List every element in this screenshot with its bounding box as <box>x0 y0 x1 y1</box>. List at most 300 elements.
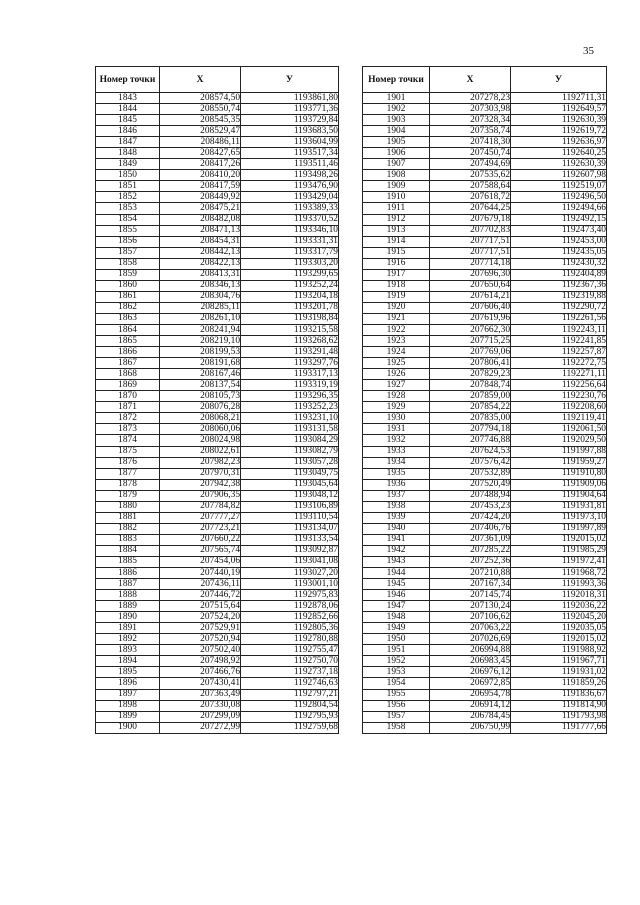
table-row <box>96 391 339 402</box>
y-cell: 1191997,88 <box>511 446 607 457</box>
table-row <box>96 501 339 512</box>
table-row <box>96 512 339 523</box>
point-number-cell: 1887 <box>96 579 160 590</box>
y-cell: 1193268,62 <box>241 336 339 347</box>
x-cell: 208219,10 <box>160 336 241 347</box>
x-cell: 207454,06 <box>160 556 241 567</box>
point-number-cell: 1896 <box>96 678 160 689</box>
y-cell: 1192519,07 <box>511 181 607 192</box>
table-body-left <box>96 93 339 734</box>
x-cell: 207982,23 <box>160 457 241 468</box>
point-number-cell: 1937 <box>363 490 430 501</box>
table-row <box>363 556 607 567</box>
x-cell: 207614,21 <box>430 291 511 302</box>
point-number-cell: 1939 <box>363 512 430 523</box>
y-cell: 1192473,40 <box>511 225 607 236</box>
x-cell: 207450,74 <box>430 148 511 159</box>
x-cell: 208191,68 <box>160 358 241 369</box>
y-cell: 1193370,52 <box>241 214 339 225</box>
table-row <box>96 623 339 634</box>
x-cell: 207723,21 <box>160 523 241 534</box>
x-cell: 208068,21 <box>160 413 241 424</box>
point-number-cell: 1848 <box>96 148 160 159</box>
point-number-cell: 1883 <box>96 534 160 545</box>
table-row <box>363 634 607 645</box>
table-row <box>96 192 339 203</box>
x-cell: 207252,36 <box>430 556 511 567</box>
y-cell: 1192755,47 <box>241 645 339 656</box>
table-row <box>96 369 339 380</box>
y-cell: 1191836,67 <box>511 689 607 700</box>
table-row <box>363 258 607 269</box>
point-number-cell: 1908 <box>363 170 430 181</box>
y-cell: 1192780,88 <box>241 634 339 645</box>
y-cell: 1192208,60 <box>511 402 607 413</box>
point-number-cell: 1910 <box>363 192 430 203</box>
y-cell: 1192759,68 <box>241 722 339 733</box>
x-cell: 207299,09 <box>160 711 241 722</box>
point-number-cell: 1846 <box>96 126 160 137</box>
x-cell: 207285,22 <box>430 545 511 556</box>
point-number-cell: 1904 <box>363 126 430 137</box>
header-point-number: Номер точки <box>363 67 430 93</box>
point-number-cell: 1875 <box>96 446 160 457</box>
table-row <box>96 402 339 413</box>
table-row <box>96 678 339 689</box>
x-cell: 207702,83 <box>430 225 511 236</box>
x-cell: 207210,88 <box>430 568 511 579</box>
y-cell: 1192852,66 <box>241 612 339 623</box>
point-number-cell: 1890 <box>96 612 160 623</box>
y-cell: 1191985,29 <box>511 545 607 556</box>
y-cell: 1192649,57 <box>511 104 607 115</box>
table-header-row <box>363 67 607 93</box>
table-row <box>363 170 607 181</box>
table-row <box>363 358 607 369</box>
y-cell: 1192435,05 <box>511 247 607 258</box>
y-cell: 1193110,54 <box>241 512 339 523</box>
y-cell: 1192119,41 <box>511 413 607 424</box>
table-row <box>96 612 339 623</box>
x-cell: 208529,47 <box>160 126 241 137</box>
point-number-cell: 1873 <box>96 424 160 435</box>
x-cell: 207942,38 <box>160 479 241 490</box>
table-row <box>363 590 607 601</box>
x-cell: 207466,76 <box>160 667 241 678</box>
point-number-cell: 1920 <box>363 302 430 313</box>
x-cell: 207520,94 <box>160 634 241 645</box>
coordinates-table-left <box>95 66 339 734</box>
y-cell: 1191859,26 <box>511 678 607 689</box>
point-number-cell: 1847 <box>96 137 160 148</box>
table-row <box>363 545 607 556</box>
table-row <box>363 501 607 512</box>
y-cell: 1191904,64 <box>511 490 607 501</box>
table-row <box>363 490 607 501</box>
y-cell: 1193041,08 <box>241 556 339 567</box>
table-row <box>96 225 339 236</box>
x-cell: 207806,41 <box>430 358 511 369</box>
y-cell: 1193299,65 <box>241 269 339 280</box>
y-cell: 1193201,78 <box>241 302 339 313</box>
y-cell: 1192878,06 <box>241 601 339 612</box>
y-cell: 1192711,31 <box>511 93 607 104</box>
point-number-cell: 1947 <box>363 601 430 612</box>
y-cell: 1193498,26 <box>241 170 339 181</box>
table-row <box>96 358 339 369</box>
x-cell: 208550,74 <box>160 104 241 115</box>
table-row <box>96 280 339 291</box>
y-cell: 1192430,32 <box>511 258 607 269</box>
point-number-cell: 1958 <box>363 722 430 733</box>
x-cell: 207418,30 <box>430 137 511 148</box>
point-number-cell: 1885 <box>96 556 160 567</box>
x-cell: 207406,76 <box>430 523 511 534</box>
table-row <box>96 258 339 269</box>
table-row <box>96 711 339 722</box>
table-row <box>363 391 607 402</box>
x-cell: 207970,31 <box>160 468 241 479</box>
point-number-cell: 1895 <box>96 667 160 678</box>
point-number-cell: 1914 <box>363 236 430 247</box>
x-cell: 208022,61 <box>160 446 241 457</box>
y-cell: 1191967,71 <box>511 656 607 667</box>
y-cell: 1192241,85 <box>511 336 607 347</box>
y-cell: 1192243,11 <box>511 324 607 335</box>
x-cell: 207063,22 <box>430 623 511 634</box>
y-cell: 1192619,72 <box>511 126 607 137</box>
table-row <box>96 347 339 358</box>
y-cell: 1193296,35 <box>241 391 339 402</box>
point-number-cell: 1881 <box>96 512 160 523</box>
table-row <box>363 302 607 313</box>
table-row <box>363 645 607 656</box>
x-cell: 208304,76 <box>160 291 241 302</box>
y-cell: 1193048,12 <box>241 490 339 501</box>
x-cell: 206972,85 <box>430 678 511 689</box>
x-cell: 208427,65 <box>160 148 241 159</box>
point-number-cell: 1927 <box>363 380 430 391</box>
x-cell: 207436,11 <box>160 579 241 590</box>
point-number-cell: 1867 <box>96 358 160 369</box>
y-cell: 1192290,72 <box>511 302 607 313</box>
point-number-cell: 1923 <box>363 336 430 347</box>
header-x: Х <box>430 67 511 93</box>
point-number-cell: 1868 <box>96 369 160 380</box>
point-number-cell: 1930 <box>363 413 430 424</box>
y-cell: 1191910,80 <box>511 468 607 479</box>
point-number-cell: 1905 <box>363 137 430 148</box>
table-row <box>363 656 607 667</box>
x-cell: 208454,31 <box>160 236 241 247</box>
y-cell: 1193303,20 <box>241 258 339 269</box>
y-cell: 1193317,13 <box>241 369 339 380</box>
y-cell: 1192036,22 <box>511 601 607 612</box>
point-number-cell: 1950 <box>363 634 430 645</box>
table-row <box>363 203 607 214</box>
y-cell: 1192018,31 <box>511 590 607 601</box>
point-number-cell: 1949 <box>363 623 430 634</box>
y-cell: 1192492,15 <box>511 214 607 225</box>
table-row <box>96 700 339 711</box>
x-cell: 207660,22 <box>160 534 241 545</box>
y-cell: 1192975,83 <box>241 590 339 601</box>
y-cell: 1193291,48 <box>241 347 339 358</box>
x-cell: 207618,72 <box>430 192 511 203</box>
table-row <box>363 413 607 424</box>
x-cell: 207498,92 <box>160 656 241 667</box>
y-cell: 1191909,06 <box>511 479 607 490</box>
y-cell: 1193317,79 <box>241 247 339 258</box>
x-cell: 207717,51 <box>430 247 511 258</box>
point-number-cell: 1921 <box>363 313 430 324</box>
table-row <box>363 479 607 490</box>
point-number-cell: 1886 <box>96 568 160 579</box>
x-cell: 207106,62 <box>430 612 511 623</box>
table-row <box>96 523 339 534</box>
y-cell: 1193134,07 <box>241 523 339 534</box>
point-number-cell: 1912 <box>363 214 430 225</box>
table-row <box>363 313 607 324</box>
x-cell: 207696,30 <box>430 269 511 280</box>
y-cell: 1192061,50 <box>511 424 607 435</box>
point-number-cell: 1874 <box>96 435 160 446</box>
x-cell: 207624,53 <box>430 446 511 457</box>
table-body-right <box>363 93 607 734</box>
table-row <box>363 148 607 159</box>
table-row <box>96 722 339 733</box>
x-cell: 207524,20 <box>160 612 241 623</box>
table-row <box>96 302 339 313</box>
table-row <box>363 192 607 203</box>
point-number-cell: 1863 <box>96 313 160 324</box>
y-cell: 1193771,36 <box>241 104 339 115</box>
x-cell: 208417,26 <box>160 159 241 170</box>
table-row <box>363 623 607 634</box>
x-cell: 207746,88 <box>430 435 511 446</box>
x-cell: 206976,12 <box>430 667 511 678</box>
x-cell: 207532,89 <box>430 468 511 479</box>
y-cell: 1192230,76 <box>511 391 607 402</box>
x-cell: 208105,73 <box>160 391 241 402</box>
point-number-cell: 1946 <box>363 590 430 601</box>
table-row <box>363 347 607 358</box>
table-row <box>363 225 607 236</box>
table-row <box>363 324 607 335</box>
point-number-cell: 1898 <box>96 700 160 711</box>
point-number-cell: 1878 <box>96 479 160 490</box>
point-number-cell: 1919 <box>363 291 430 302</box>
y-cell: 1192045,20 <box>511 612 607 623</box>
x-cell: 207906,35 <box>160 490 241 501</box>
y-cell: 1192319,88 <box>511 291 607 302</box>
y-cell: 1192261,56 <box>511 313 607 324</box>
point-number-cell: 1899 <box>96 711 160 722</box>
point-number-cell: 1918 <box>363 280 430 291</box>
y-cell: 1191988,92 <box>511 645 607 656</box>
x-cell: 208261,10 <box>160 313 241 324</box>
x-cell: 207829,23 <box>430 369 511 380</box>
y-cell: 1191793,98 <box>511 711 607 722</box>
y-cell: 1191972,41 <box>511 556 607 567</box>
y-cell: 1192256,64 <box>511 380 607 391</box>
table-row <box>96 479 339 490</box>
x-cell: 208422,13 <box>160 258 241 269</box>
y-cell: 1191973,10 <box>511 512 607 523</box>
table-row <box>363 700 607 711</box>
x-cell: 206954,78 <box>430 689 511 700</box>
point-number-cell: 1879 <box>96 490 160 501</box>
point-number-cell: 1952 <box>363 656 430 667</box>
table-row <box>363 678 607 689</box>
table-row <box>96 181 339 192</box>
x-cell: 207619,96 <box>430 313 511 324</box>
y-cell: 1192029,50 <box>511 435 607 446</box>
table-row <box>96 291 339 302</box>
table-row <box>96 645 339 656</box>
table-row <box>96 336 339 347</box>
y-cell: 1193604,99 <box>241 137 339 148</box>
point-number-cell: 1943 <box>363 556 430 567</box>
y-cell: 1193476,90 <box>241 181 339 192</box>
point-number-cell: 1909 <box>363 181 430 192</box>
x-cell: 207859,00 <box>430 391 511 402</box>
y-cell: 1192496,50 <box>511 192 607 203</box>
table-row <box>363 104 607 115</box>
table-row <box>96 556 339 567</box>
point-number-cell: 1880 <box>96 501 160 512</box>
x-cell: 207644,25 <box>430 203 511 214</box>
y-cell: 1192367,36 <box>511 280 607 291</box>
table-row <box>363 291 607 302</box>
table-row <box>363 214 607 225</box>
point-number-cell: 1900 <box>96 722 160 733</box>
table-row <box>363 159 607 170</box>
table-row <box>363 126 607 137</box>
point-number-cell: 1894 <box>96 656 160 667</box>
x-cell: 207565,74 <box>160 545 241 556</box>
y-cell: 1193297,76 <box>241 358 339 369</box>
point-number-cell: 1871 <box>96 402 160 413</box>
point-number-cell: 1933 <box>363 446 430 457</box>
table-row <box>363 115 607 126</box>
point-number-cell: 1951 <box>363 645 430 656</box>
x-cell: 207453,23 <box>430 501 511 512</box>
y-cell: 1192015,02 <box>511 634 607 645</box>
y-cell: 1193252,23 <box>241 402 339 413</box>
y-cell: 1193517,34 <box>241 148 339 159</box>
table-row <box>96 159 339 170</box>
table-row <box>96 313 339 324</box>
x-cell: 206983,45 <box>430 656 511 667</box>
x-cell: 206994,88 <box>430 645 511 656</box>
x-cell: 207854,22 <box>430 402 511 413</box>
point-number-cell: 1872 <box>96 413 160 424</box>
table-row <box>363 512 607 523</box>
y-cell: 1191777,66 <box>511 722 607 733</box>
y-cell: 1191993,36 <box>511 579 607 590</box>
y-cell: 1193683,50 <box>241 126 339 137</box>
y-cell: 1192607,98 <box>511 170 607 181</box>
x-cell: 207714,18 <box>430 258 511 269</box>
point-number-cell: 1897 <box>96 689 160 700</box>
x-cell: 207494,69 <box>430 159 511 170</box>
point-number-cell: 1852 <box>96 192 160 203</box>
point-number-cell: 1957 <box>363 711 430 722</box>
point-number-cell: 1945 <box>363 579 430 590</box>
y-cell: 1193215,58 <box>241 324 339 335</box>
table-row <box>363 369 607 380</box>
point-number-cell: 1866 <box>96 347 160 358</box>
table-row <box>363 380 607 391</box>
point-number-cell: 1916 <box>363 258 430 269</box>
point-number-cell: 1936 <box>363 479 430 490</box>
table-row <box>363 601 607 612</box>
point-number-cell: 1938 <box>363 501 430 512</box>
point-number-cell: 1843 <box>96 93 160 104</box>
point-number-cell: 1861 <box>96 291 160 302</box>
point-number-cell: 1876 <box>96 457 160 468</box>
point-number-cell: 1870 <box>96 391 160 402</box>
x-cell: 207424,20 <box>430 512 511 523</box>
point-number-cell: 1891 <box>96 623 160 634</box>
header-point-number: Номер точки <box>96 67 160 93</box>
table-row <box>96 236 339 247</box>
point-number-cell: 1928 <box>363 391 430 402</box>
y-cell: 1192271,11 <box>511 369 607 380</box>
point-number-cell: 1884 <box>96 545 160 556</box>
point-number-cell: 1857 <box>96 247 160 258</box>
x-cell: 208471,13 <box>160 225 241 236</box>
table-row <box>363 711 607 722</box>
point-number-cell: 1882 <box>96 523 160 534</box>
table-row <box>363 269 607 280</box>
x-cell: 208410,20 <box>160 170 241 181</box>
table-row <box>96 568 339 579</box>
point-number-cell: 1865 <box>96 336 160 347</box>
x-cell: 207662,30 <box>430 324 511 335</box>
y-cell: 1193346,10 <box>241 225 339 236</box>
point-number-cell: 1940 <box>363 523 430 534</box>
x-cell: 207715,25 <box>430 336 511 347</box>
point-number-cell: 1877 <box>96 468 160 479</box>
point-number-cell: 1942 <box>363 545 430 556</box>
x-cell: 206750,99 <box>430 722 511 733</box>
table-row <box>363 93 607 104</box>
x-cell: 207529,91 <box>160 623 241 634</box>
x-cell: 208137,54 <box>160 380 241 391</box>
point-number-cell: 1948 <box>363 612 430 623</box>
table-row <box>363 457 607 468</box>
x-cell: 207535,62 <box>430 170 511 181</box>
table-row <box>96 579 339 590</box>
y-cell: 1192630,39 <box>511 159 607 170</box>
y-cell: 1193331,31 <box>241 236 339 247</box>
y-cell: 1192272,75 <box>511 358 607 369</box>
point-number-cell: 1901 <box>363 93 430 104</box>
x-cell: 208413,31 <box>160 269 241 280</box>
point-number-cell: 1855 <box>96 225 160 236</box>
x-cell: 207650,64 <box>430 280 511 291</box>
y-cell: 1191931,02 <box>511 667 607 678</box>
x-cell: 208346,13 <box>160 280 241 291</box>
point-number-cell: 1911 <box>363 203 430 214</box>
point-number-cell: 1932 <box>363 435 430 446</box>
x-cell: 208574,50 <box>160 93 241 104</box>
x-cell: 207330,08 <box>160 700 241 711</box>
y-cell: 1193057,28 <box>241 457 339 468</box>
table-row <box>96 534 339 545</box>
